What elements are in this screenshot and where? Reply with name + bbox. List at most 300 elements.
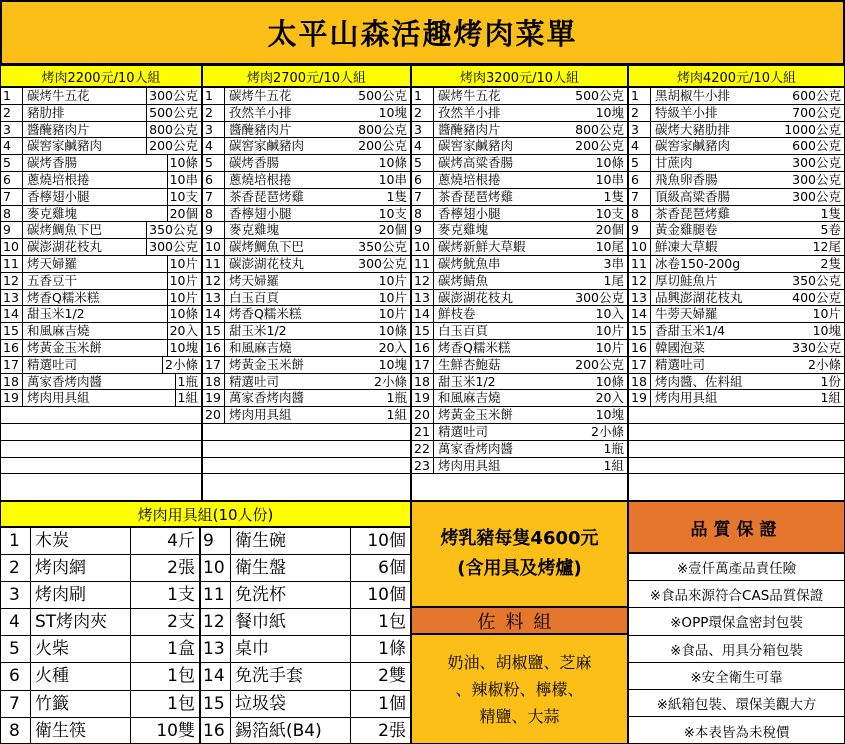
tool-quantity: 2張 [131, 555, 201, 581]
tool-row [1, 528, 410, 555]
item-number: 16 [1, 340, 23, 356]
item-quantity: 10條 [167, 306, 201, 322]
item-name: 醬醃豬肉片 [27, 121, 90, 137]
item-name: 香檸翅小腿 [438, 205, 501, 221]
item-quantity: 10入 [595, 306, 624, 322]
menu-item-row [629, 390, 844, 407]
item-number: 18 [203, 374, 225, 390]
tool-quantity: 10雙 [131, 718, 201, 744]
tool-name: 火柴 [31, 636, 131, 662]
item-quantity: 300公克 [792, 188, 841, 204]
item-name: 精選吐司 [655, 356, 706, 372]
item-number: 1 [203, 88, 225, 104]
menu-item-row [629, 88, 844, 105]
item-number: 9 [1, 222, 23, 238]
item-number: 19 [412, 390, 434, 406]
item-number: 5 [412, 155, 434, 171]
item-name: 碳烤高粱香腸 [438, 155, 514, 171]
item-name: 茶香琵琶烤雞 [655, 205, 731, 221]
menu-item-row [203, 340, 410, 357]
item-name: 精選吐司 [438, 423, 489, 439]
item-number: 10 [203, 239, 225, 255]
menu-item-row [412, 88, 627, 105]
item-quantity: 300公克 [358, 255, 407, 271]
tool-number: 11 [201, 582, 231, 608]
tool-row [1, 555, 410, 582]
menu-item-row [412, 374, 627, 391]
item-name: 碳烤香腸 [229, 155, 280, 171]
item-number: 8 [412, 206, 434, 222]
menu-item-row [412, 390, 627, 407]
tool-quantity: 6個 [378, 558, 406, 579]
roast-pig-price: 烤乳豬每隻4600元 [440, 528, 599, 549]
item-quantity: 800公克 [146, 122, 201, 138]
item-number: 5 [1, 155, 23, 171]
item-name: 茶香琵琶烤雞 [229, 188, 305, 204]
package-list-4200 [628, 87, 845, 501]
item-quantity: 1隻 [820, 205, 841, 221]
item-number: 7 [629, 189, 651, 205]
package-header-2200: 烤肉2200元/10人組 [0, 65, 202, 87]
item-name: 茶香琵琶烤雞 [438, 188, 514, 204]
tool-row [1, 636, 410, 663]
item-name: 烤肉用具組 [27, 390, 90, 406]
tool-number: 1 [1, 528, 31, 554]
tool-number: 15 [201, 691, 231, 717]
menu-item-row [203, 88, 410, 105]
empty-row [629, 407, 844, 424]
item-number: 5 [629, 155, 651, 171]
empty-row [629, 474, 844, 491]
item-name: 碳烤鯛魚下巴 [229, 239, 305, 255]
menu-item-row [629, 290, 844, 307]
package-list-3200 [411, 87, 628, 501]
item-number: 16 [203, 340, 225, 356]
item-quantity: 300公克 [792, 171, 841, 187]
menu-item-row [203, 189, 410, 206]
item-quantity: 200公克 [575, 356, 624, 372]
item-name: 豬肋排 [27, 104, 65, 120]
item-name: 醬醃豬肉片 [229, 121, 292, 137]
tool-number: 9 [201, 528, 231, 554]
item-number: 1 [412, 88, 434, 104]
item-number: 22 [412, 441, 434, 457]
quality-list [628, 553, 845, 744]
item-name: 烤肉用具組 [438, 457, 501, 473]
menu-item-row [412, 155, 627, 172]
tool-name: 衛生碗 [231, 528, 351, 554]
item-name: 麥克雞塊 [438, 222, 489, 238]
item-number: 12 [412, 273, 434, 289]
item-name: 碳窖家鹹豬肉 [229, 138, 305, 154]
item-name: 烤肉用具組 [655, 390, 718, 406]
menu-item-row [1, 357, 201, 374]
item-name: 碳烤大豬肋排 [655, 121, 731, 137]
item-quantity: 700公克 [792, 104, 841, 120]
menu-item-row [203, 138, 410, 155]
tool-quantity: 1包 [131, 691, 201, 717]
item-quantity: 500公克 [575, 88, 624, 103]
item-quantity: 350公克 [146, 222, 201, 238]
menu-item-row [1, 138, 201, 155]
item-name: 碳烤新鮮大草蝦 [438, 239, 526, 255]
item-number: 8 [1, 206, 23, 222]
item-number: 18 [412, 374, 434, 390]
package-list-2700 [202, 87, 411, 501]
item-name: 碳烤牛五花 [438, 88, 501, 103]
menu-item-row [629, 306, 844, 323]
item-number: 16 [629, 340, 651, 356]
quality-item: ※壹仟萬產品責任險 [629, 554, 844, 581]
item-quantity: 10片 [378, 289, 407, 305]
menu-item-row [412, 206, 627, 223]
menu-item-row [203, 374, 410, 391]
item-name: 頂級高粱香腸 [655, 188, 731, 204]
item-quantity: 350公克 [358, 239, 407, 255]
menu-item-row [629, 155, 844, 172]
roast-pig-note: (含用具及烤爐) [457, 558, 582, 579]
menu-item-row [1, 239, 201, 256]
item-name: 甘蔗肉 [655, 155, 693, 171]
tool-number: 13 [201, 636, 231, 662]
package-header-3200: 烤肉3200元/10人組 [411, 65, 628, 87]
menu-item-row [203, 172, 410, 189]
tool-number: 8 [1, 718, 31, 744]
menu-item-row [1, 122, 201, 139]
item-name: 甜玉米1/2 [438, 373, 496, 389]
item-name: 香檸翅小腿 [229, 205, 292, 221]
item-quantity: 10塊 [378, 356, 407, 372]
menu-item-row [203, 306, 410, 323]
item-quantity: 330公克 [792, 339, 841, 355]
item-quantity: 200公克 [358, 138, 407, 154]
item-name: 碳窖家鹹豬肉 [438, 138, 514, 154]
item-number: 11 [203, 256, 225, 272]
item-quantity: 500公克 [146, 105, 201, 121]
item-name: 精選吐司 [229, 373, 280, 389]
menu-item-row [1, 222, 201, 239]
menu-item-row [1, 189, 201, 206]
empty-row [1, 441, 201, 458]
empty-row [1, 424, 201, 441]
menu-item-row [629, 222, 844, 239]
item-number: 2 [629, 105, 651, 121]
item-quantity: 1組 [386, 407, 407, 423]
item-quantity: 1份 [820, 373, 841, 389]
menu-item-row [203, 105, 410, 122]
empty-row [629, 424, 844, 441]
item-number: 15 [412, 323, 434, 339]
item-number: 17 [203, 357, 225, 373]
tool-quantity: 1個 [378, 693, 406, 714]
item-number: 5 [203, 155, 225, 171]
menu-item-row [203, 407, 410, 424]
item-quantity: 10條 [595, 155, 624, 171]
menu-item-row [1, 88, 201, 105]
item-number: 8 [629, 206, 651, 222]
menu-item-row [1, 256, 201, 273]
item-quantity: 500公克 [358, 88, 407, 103]
menu-item-row [629, 206, 844, 223]
item-name: 冰卷150-200g [655, 255, 741, 271]
item-quantity: 20入 [595, 390, 624, 406]
item-quantity: 20個 [167, 206, 201, 222]
menu-item-row [1, 390, 201, 407]
item-number: 19 [203, 390, 225, 406]
item-number: 6 [203, 172, 225, 188]
tool-quantity: 1盒 [131, 636, 201, 662]
item-quantity: 10條 [378, 323, 407, 339]
item-number: 10 [629, 239, 651, 255]
menu-item-row [203, 273, 410, 290]
tool-name: 烤肉刷 [31, 582, 131, 608]
item-quantity: 10條 [595, 373, 624, 389]
item-name: 烤香Q糯米糕 [27, 289, 100, 305]
tool-number: 14 [201, 663, 231, 689]
menu-item-row [1, 273, 201, 290]
menu-item-row [1, 323, 201, 340]
item-quantity: 20個 [378, 222, 407, 238]
item-number: 4 [412, 138, 434, 154]
item-number: 9 [629, 222, 651, 238]
item-number: 11 [1, 256, 23, 272]
item-number: 10 [1, 239, 23, 255]
menu-item-row [412, 458, 627, 475]
item-number: 1 [1, 88, 23, 104]
item-name: 孜然羊小排 [438, 104, 501, 120]
item-name: 品興澎湖花枝丸 [655, 289, 743, 305]
item-name: 黃金雞腿卷 [655, 222, 718, 238]
menu-item-row [412, 306, 627, 323]
item-name: 碳烤鯛魚下巴 [27, 222, 103, 238]
item-number: 1 [629, 88, 651, 104]
menu-item-row [1, 290, 201, 307]
empty-row [203, 441, 410, 458]
tool-quantity: 1條 [378, 639, 406, 660]
sauce-line: 精鹽、大蒜 [479, 706, 560, 726]
item-quantity: 10支 [595, 205, 624, 221]
item-number: 13 [412, 290, 434, 306]
item-name: 烤肉用具組 [229, 407, 292, 423]
item-number: 21 [412, 424, 434, 440]
menu-item-row [412, 189, 627, 206]
tool-name: 桌巾 [231, 636, 351, 662]
item-name: 烤黃金玉米餅 [27, 339, 103, 355]
item-quantity: 20入 [167, 323, 201, 339]
tool-row [1, 691, 410, 718]
tools-header: 烤肉用具組(10人份) [0, 501, 411, 527]
item-quantity: 10片 [595, 339, 624, 355]
empty-row [629, 441, 844, 458]
item-name: 精選吐司 [27, 356, 78, 372]
quality-item: ※安全衛生可靠 [629, 663, 844, 690]
item-number: 6 [412, 172, 434, 188]
item-number: 13 [1, 290, 23, 306]
menu-item-row [412, 222, 627, 239]
item-number: 15 [203, 323, 225, 339]
item-number: 16 [412, 340, 434, 356]
sauce-line: 奶油、胡椒鹽、芝麻 [447, 652, 592, 672]
item-name: 碳澎湖花枝丸 [438, 289, 514, 305]
item-quantity: 2小條 [374, 373, 407, 389]
empty-row [629, 458, 844, 475]
item-name: 碳澎湖花枝丸 [229, 255, 305, 271]
menu-item-row [629, 256, 844, 273]
item-name: 萬家香烤肉醬 [229, 390, 305, 406]
item-number: 15 [1, 323, 23, 339]
menu-item-row [1, 206, 201, 223]
tool-name: 木炭 [31, 528, 131, 554]
item-name: 鮮凍大草蝦 [655, 239, 718, 255]
item-name: 白玉百頁 [438, 323, 489, 339]
item-name: 厚切鮭魚片 [655, 272, 718, 288]
item-number: 3 [629, 122, 651, 138]
menu-item-row [412, 256, 627, 273]
tool-number: 3 [1, 582, 31, 608]
item-number: 14 [629, 306, 651, 322]
menu-item-row [412, 273, 627, 290]
item-name: 碳烤鯖魚 [438, 272, 489, 288]
item-quantity: 10塊 [378, 104, 407, 120]
item-name: 甜玉米1/2 [229, 323, 287, 339]
item-name: 牛蒡天婦羅 [655, 306, 718, 322]
item-number: 9 [412, 222, 434, 238]
item-quantity: 1瓶 [603, 440, 624, 456]
tool-row [1, 582, 410, 609]
item-quantity: 1尾 [603, 272, 624, 288]
item-name: 烤天婦羅 [27, 255, 78, 271]
item-quantity: 10條 [378, 155, 407, 171]
item-quantity: 1瓶 [386, 390, 407, 406]
item-number: 3 [412, 122, 434, 138]
item-number: 8 [203, 206, 225, 222]
menu-item-row [203, 390, 410, 407]
menu-item-row [412, 122, 627, 139]
item-number: 20 [203, 407, 225, 423]
item-number: 12 [1, 273, 23, 289]
tool-quantity: 10個 [367, 531, 406, 551]
item-name: 碳烤魷魚串 [438, 255, 501, 271]
tool-name: 火種 [31, 663, 131, 689]
menu-item-row [629, 172, 844, 189]
item-name: 烤肉醬、佐料組 [655, 373, 743, 389]
item-name: 碳澎湖花枝丸 [27, 239, 103, 255]
quality-item: ※本表皆為未稅價 [683, 724, 790, 741]
item-name: 烤香Q糯米糕 [229, 306, 302, 322]
sauce-line: 、辣椒粉、檸檬、 [455, 679, 584, 699]
item-quantity: 10條 [167, 155, 201, 171]
item-number: 7 [1, 189, 23, 205]
item-quantity: 5卷 [820, 222, 841, 238]
empty-row [203, 424, 410, 441]
item-quantity: 400公克 [792, 289, 841, 305]
item-name: 碳烤香腸 [27, 155, 78, 171]
item-name: 碳窖家鹹豬肉 [655, 138, 731, 154]
item-quantity: 10片 [595, 323, 624, 339]
menu-item-row [203, 357, 410, 374]
tool-row [1, 663, 410, 690]
item-name: 韓國泡菜 [655, 339, 706, 355]
item-name: 碳烤牛五花 [27, 88, 90, 103]
item-name: 麥克雞塊 [229, 222, 280, 238]
item-quantity: 10支 [378, 205, 407, 221]
item-number: 13 [203, 290, 225, 306]
item-quantity: 10片 [812, 306, 841, 322]
item-quantity: 300公克 [146, 88, 201, 104]
item-name: 黑胡椒牛小排 [655, 88, 731, 103]
item-number: 14 [203, 306, 225, 322]
menu-item-row [629, 374, 844, 391]
tool-quantity: 2支 [131, 609, 201, 635]
menu-item-row [203, 323, 410, 340]
item-number: 11 [629, 256, 651, 272]
menu-item-row [1, 374, 201, 391]
item-quantity: 10塊 [167, 340, 201, 356]
menu-item-row [412, 340, 627, 357]
item-quantity: 300公克 [146, 239, 201, 255]
item-quantity: 2小條 [808, 356, 841, 372]
item-quantity: 10尾 [595, 239, 624, 255]
item-quantity: 10片 [167, 290, 201, 306]
item-number: 18 [629, 374, 651, 390]
item-name: 烤黃金玉米餅 [229, 356, 305, 372]
item-quantity: 200公克 [146, 138, 201, 154]
empty-row [412, 474, 627, 491]
tool-number: 7 [1, 691, 31, 717]
empty-row [1, 474, 201, 491]
menu-item-row [412, 424, 627, 441]
item-quantity: 1隻 [386, 188, 407, 204]
tool-number: 4 [1, 609, 31, 635]
menu-item-row [629, 273, 844, 290]
menu-item-row [629, 340, 844, 357]
tool-number: 12 [201, 609, 231, 635]
item-number: 18 [1, 374, 23, 390]
package-list-2200 [0, 87, 202, 501]
tool-row [1, 718, 410, 744]
menu-item-row [203, 122, 410, 139]
item-quantity: 20入 [378, 339, 407, 355]
menu-item-row [1, 172, 201, 189]
item-name: 生鮮杏鮑菇 [438, 356, 501, 372]
item-name: 和風麻吉燒 [229, 339, 292, 355]
quality-item: ※OPP環保盒密封包裝 [629, 608, 844, 635]
item-name: 香甜玉米1/4 [655, 323, 726, 339]
menu-item-row [412, 357, 627, 374]
menu-item-row [412, 105, 627, 122]
item-name: 醬醃豬肉片 [438, 121, 501, 137]
item-quantity: 10片 [167, 256, 201, 272]
item-name: 白玉百頁 [229, 289, 280, 305]
quality-header: 品質保證 [628, 501, 845, 553]
tool-name: 免洗手套 [231, 663, 351, 689]
item-name: 鮮枝卷 [438, 306, 476, 322]
tool-quantity: 2張 [378, 720, 406, 741]
item-quantity: 20個 [595, 222, 624, 238]
menu-item-row [629, 323, 844, 340]
empty-row [1, 458, 201, 475]
tool-quantity: 1支 [131, 582, 201, 608]
item-number: 2 [203, 105, 225, 121]
item-number: 6 [629, 172, 651, 188]
item-quantity: 1組 [820, 390, 841, 406]
item-name: 蔥燒培根捲 [27, 171, 90, 187]
item-quantity: 10串 [595, 171, 624, 187]
tool-quantity: 10個 [367, 585, 406, 606]
item-quantity: 1組 [175, 390, 201, 406]
menu-item-row [203, 256, 410, 273]
item-name: 和風麻吉燒 [27, 323, 90, 339]
